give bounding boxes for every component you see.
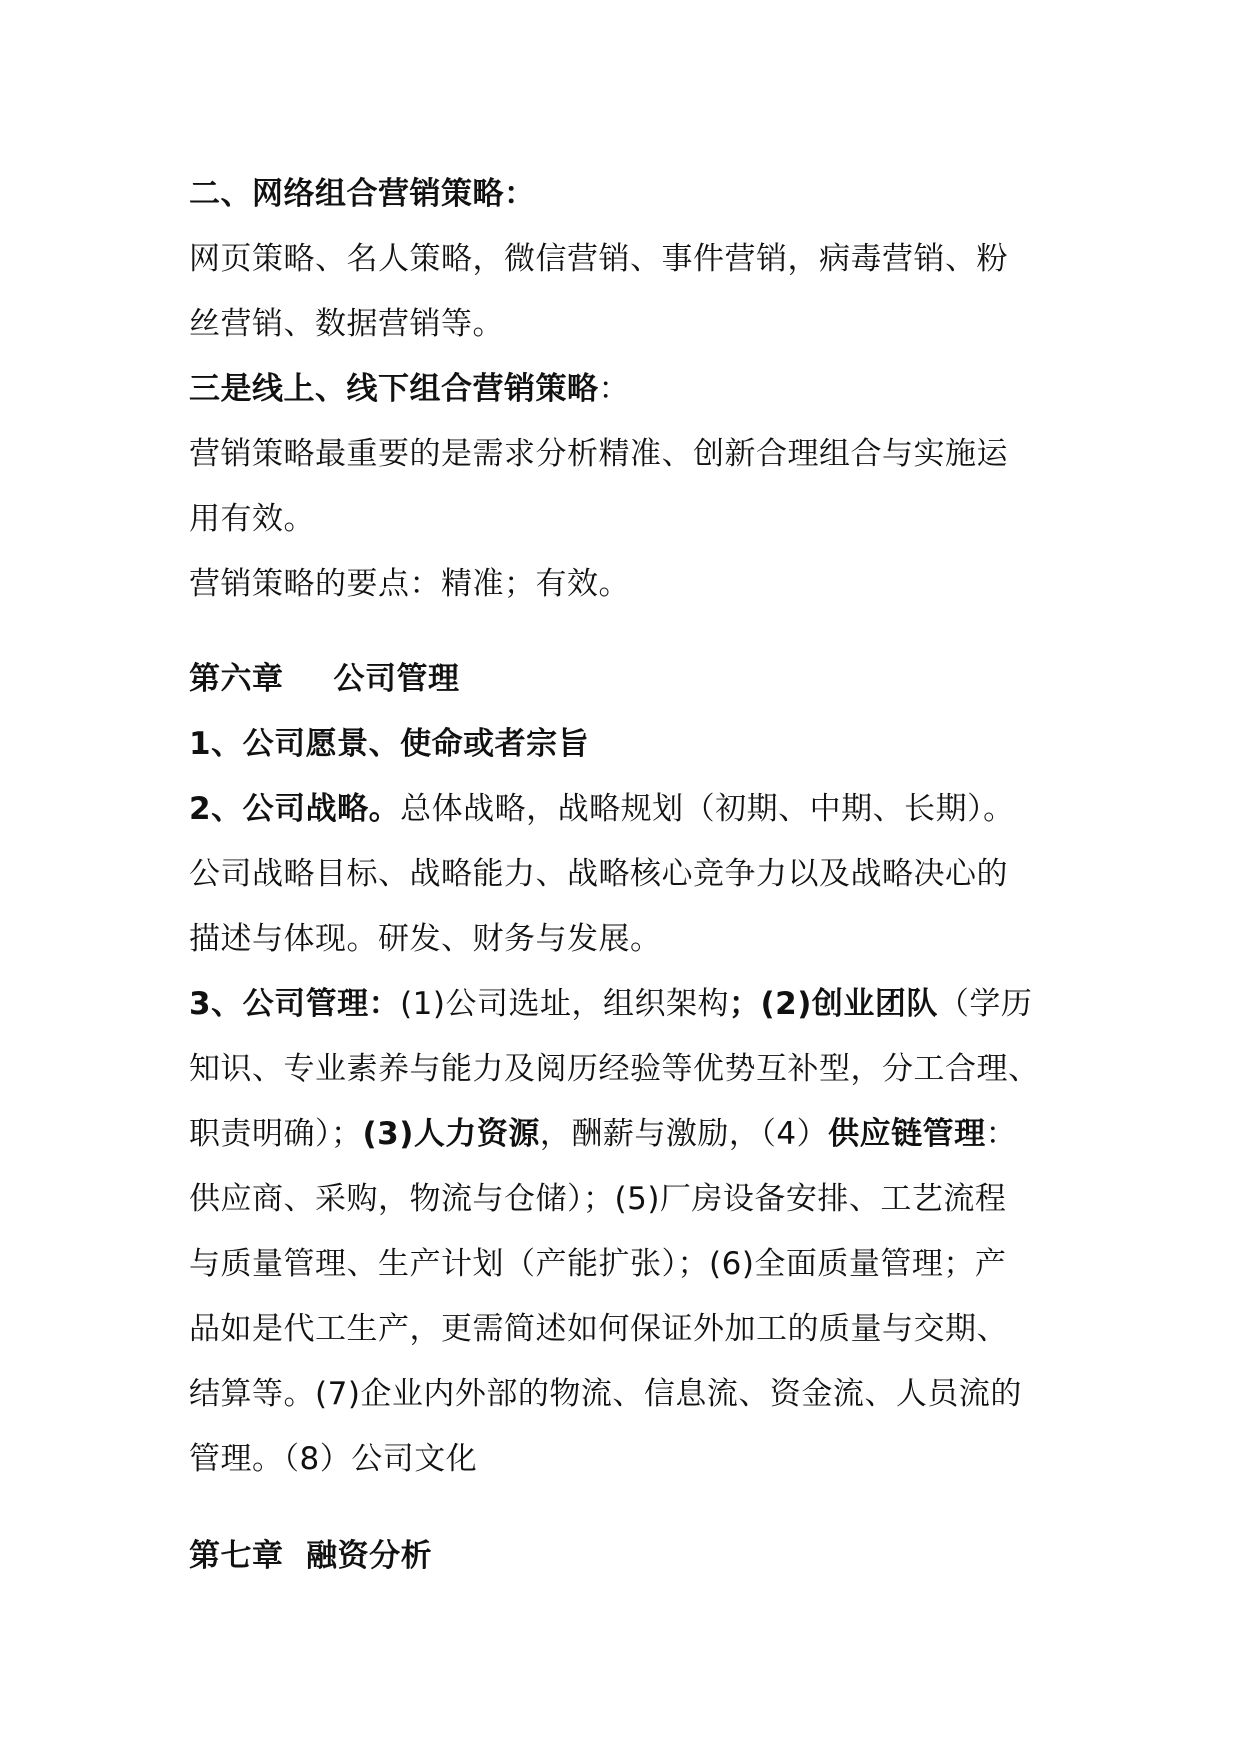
paragraph-line-mixed bbox=[189, 1102, 1059, 1167]
text-run: (1)公司选址，组织架构 bbox=[400, 986, 729, 1022]
text-run: ，酬薪与激励，（4） bbox=[539, 1116, 829, 1152]
key-points-line: 营销策略的要点：精准；有效。 bbox=[189, 566, 630, 602]
spacer bbox=[189, 1492, 1059, 1524]
chapter-7-title: 第七章 融资分析 bbox=[189, 1538, 433, 1574]
paragraph-line: 与质量管理、生产计划（产能扩张）；(6)全面质量管理；产 bbox=[189, 1246, 1007, 1282]
heading-text: 三是线上、线下组合营销策略 bbox=[189, 371, 599, 407]
text-run: 职责明确）； bbox=[189, 1116, 363, 1152]
chapter-6-title bbox=[189, 647, 1059, 712]
bold-run: 供应链管理 bbox=[828, 1116, 986, 1152]
section-heading-online-offline bbox=[189, 357, 1059, 422]
item-management-label: 3、公司管理： bbox=[189, 986, 401, 1022]
paragraph-line: 结算等。(7)企业内外部的物流、信息流、资金流、人员流的 bbox=[189, 1376, 1022, 1412]
paragraph-line: 描述与体现。研发、财务与发展。 bbox=[189, 921, 662, 957]
text-run: ： bbox=[985, 1116, 1018, 1152]
document-body bbox=[189, 162, 1059, 1589]
item-strategy bbox=[189, 777, 1059, 842]
paragraph-line: 用有效。 bbox=[189, 501, 315, 537]
chapter-name: 公司管理 bbox=[333, 661, 460, 697]
paragraph-line: 品如是代工生产，更需简述如何保证外加工的质量与交期、 bbox=[189, 1311, 1008, 1347]
section-heading-online-marketing: 二、网络组合营销策略： bbox=[189, 176, 536, 212]
item-strategy-label: 2、公司战略。 bbox=[189, 791, 401, 827]
spacer bbox=[189, 617, 1059, 647]
item-strategy-text: 总体战略，战略规划（初期、中期、长期）。 bbox=[400, 791, 1015, 827]
item-vision-mission: 1、公司愿景、使命或者宗旨 bbox=[189, 726, 590, 762]
paragraph-line: 公司战略目标、战略能力、战略核心竞争力以及战略决心的 bbox=[189, 856, 1008, 892]
paragraph-line: 网页策略、名人策略，微信营销、事件营销，病毒营销、粉 bbox=[189, 241, 1008, 277]
item-management bbox=[189, 972, 1059, 1037]
bold-run: (3)人力资源 bbox=[362, 1116, 540, 1152]
paragraph-line: 供应商、采购，物流与仓储）；(5)厂房设备安排、工艺流程 bbox=[189, 1181, 1007, 1217]
paragraph-line: 营销策略最重要的是需求分析精准、创新合理组合与实施运 bbox=[189, 436, 1008, 472]
text-run: （学历 bbox=[937, 986, 1033, 1022]
chapter-number: 第六章 bbox=[189, 661, 284, 697]
paragraph-line: 丝营销、数据营销等。 bbox=[189, 306, 504, 342]
paragraph-line: 知识、专业素养与能力及阅历经验等优势互补型，分工合理、 bbox=[189, 1051, 1040, 1087]
paragraph-line: 管理。（8）公司文化 bbox=[189, 1441, 478, 1477]
bold-run: ；(2)创业团队 bbox=[729, 986, 938, 1022]
heading-colon: ： bbox=[598, 371, 630, 407]
